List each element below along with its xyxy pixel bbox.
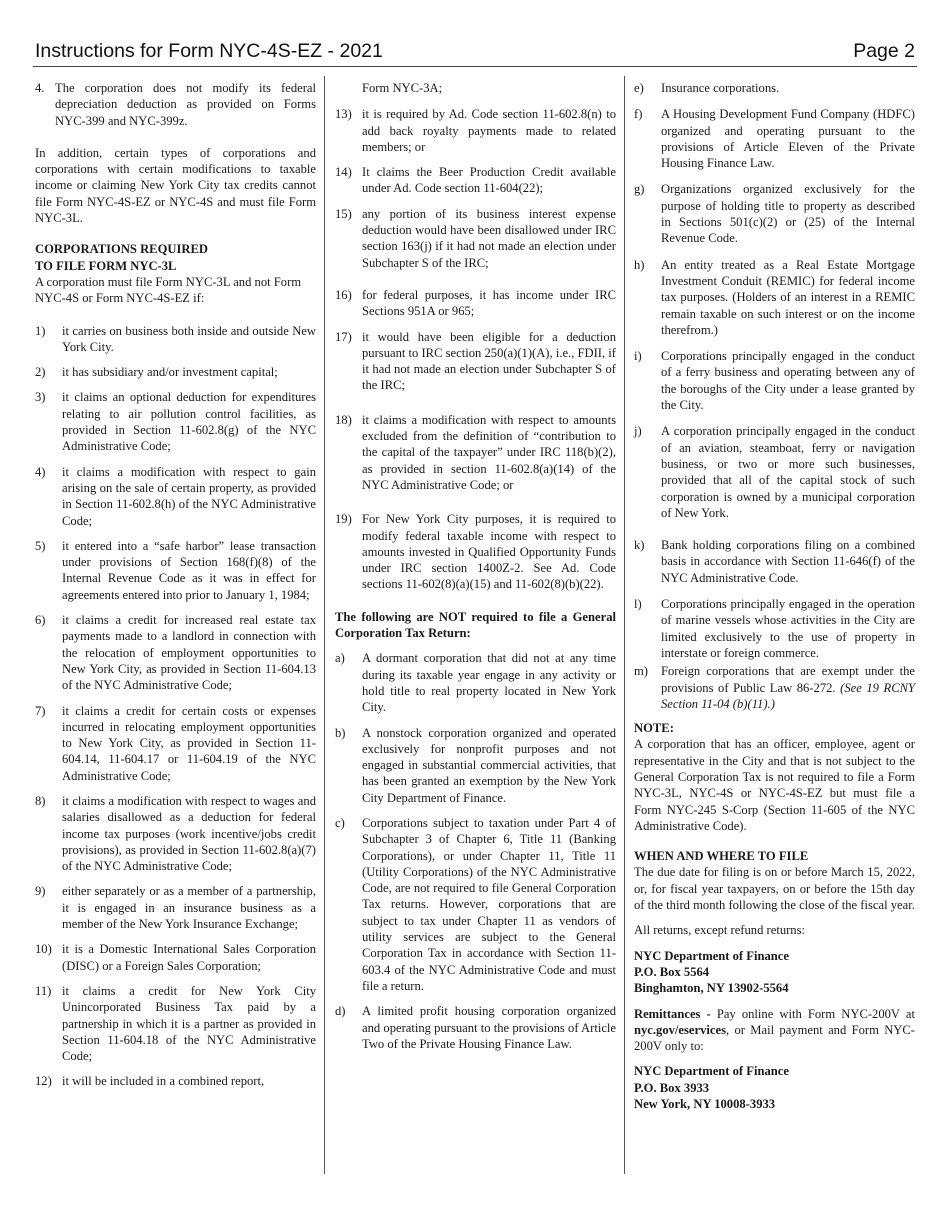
list-item: 3) it claims an optional deduction for expenditures relating to air pollution control facilities, as provided in Section 11-602.8(g) of the NYC Administrative Code; xyxy=(35,390,316,454)
list-item: 14) It claims the Beer Production Credit available under Ad. Code section 11-604(22); xyxy=(335,165,616,196)
eservices-link[interactable]: nyc.gov/eservices xyxy=(634,1022,726,1037)
list-item: 1) it carries on business both inside and outside New York City. xyxy=(35,323,316,354)
list-item: 17) it would have been eligible for a deduction pursuant to IRC section 250(a)(1)(A), i.e., FDII, if it had not made an election under Subchapter S of the IRC; xyxy=(335,329,616,393)
page-number: Page 2 xyxy=(853,40,915,62)
column-divider-2 xyxy=(624,76,625,1174)
all-returns-text: All returns, except refund returns: xyxy=(634,923,806,938)
list-item: g) Organizations organized exclusively for the purpose of holding title to property as described in Sections 501(c)(2) or (25) of the Internal Revenue Code. xyxy=(634,182,915,246)
list-item: m) Foreign corporations that are exempt under the provisions of Public Law 86-272. (See 19 RCNY Section 11-04 (b)(11).) xyxy=(634,664,916,711)
list-item: c) Corporations subject to taxation under Part 4 of Subchapter 3 of Chapter 6, Title 11 (Banking Corporations), or under Chapter 11, Title 11 (Utility Corporations) of the NYC Administrative Code, are not required to file General Corporation Tax returns. However, corporations that are subject to tax under Chapter 11 as vendors of utility services are subject to the General Corporation Tax in accordance with Section 11-603.4 of the NYC Administrative Code and must file a return. xyxy=(335,815,616,993)
section-heading-nyc3l: CORPORATIONS REQUIRED TO FILE FORM NYC-3L xyxy=(35,242,208,273)
list-item: 18) it claims a modification with respect to amounts excluded from the definition of “contribution to the capital of the taxpayer” under IRC 118(b)(2), as provided in section 11-602.8(a)(14) of the NYC Administrative Code; or xyxy=(335,412,616,492)
list-item: 6) it claims a credit for increased real estate tax payments made to a landlord in connection with the relocation of employment opportunities to New York City, as provided in Section 11-604.13 of the NYC Administrative Code; xyxy=(35,613,316,693)
column-2 xyxy=(335,80,616,1052)
remittances-paragraph: Remittances - Pay online with Form NYC-200V at nyc.gov/eservices, or Mail payment and Form NYC-200V only to: xyxy=(634,1006,915,1054)
list-item: 13) it is required by Ad. Code section 11-602.8(n) to add back royalty payments made to related members; or xyxy=(335,107,616,154)
list-item: k) Bank holding corporations filing on a combined basis in accordance with Section 11-646(f) of the NYC Administrative Code. xyxy=(634,538,915,585)
when-where-heading: WHEN AND WHERE TO FILE xyxy=(634,849,809,864)
list-item: 4) it claims a modification with respect to gain arising on the sale of certain property, as provided in Section 11-602.8(h) of the NYC Administrative Code; xyxy=(35,464,316,528)
list-item: 12) it will be included in a combined report, xyxy=(35,1074,265,1089)
list-item: 10) it is a Domestic International Sales Corporation (DISC) or a Foreign Sales Corporation; xyxy=(35,942,316,973)
list-item: 11) it claims a credit for New York City Unincorporated Business Tax paid by a partnership in which it is a partner as provided in Section 11-604.18 of the NYC Administrative Code; xyxy=(35,983,316,1064)
list-item: e) Insurance corporations. xyxy=(634,81,780,95)
list-item: 7) it claims a credit for certain costs or expenses incurred in relocating employment opportunities to New York City, as provided in Section 11-604.14, 11-604.17 or 11-604.19 of the NYC Administrative Code; xyxy=(35,703,316,783)
list-item: 8) it claims a modification with respect to wages and salaries disallowed as a deduction for federal income tax purposes (work incentive/jobs credit provisions), as provided in Section 11-602.8(a)(7) of the NYC Administrative Code; xyxy=(35,793,316,874)
intro-paragraph: A corporation must file Form NYC-3L and not Form NYC-4S or Form NYC-4S-EZ if: xyxy=(35,274,302,306)
list-item: l) Corporations principally engaged in the operation of marine vessels whose activities in the City are limited exclusively to the use of property in interstate or foreign commerce. xyxy=(634,597,915,660)
list-item: a) A dormant corporation that did not at any time during its taxable year engage in any activity or hold title to real property located in New York City. xyxy=(335,651,616,715)
list-item: 2) it has subsidiary and/or investment capital; xyxy=(35,365,278,380)
list-item: 9) either separately or as a member of a partnership, it is engaged in an insurance business as a member of the New York Insurance Exchange; xyxy=(35,884,316,932)
address-block-returns: NYC Department of Finance P.O. Box 5564 Binghamton, NY 13902-5564 xyxy=(634,948,789,996)
list-item: b) A nonstock corporation organized and operated exclusively for nonprofit purposes and not engaged in substantial commercial activities, that has been granted an exemption by the New York City Department of Finance. xyxy=(335,725,616,805)
document-title: Instructions for Form NYC-4S-EZ - 2021 xyxy=(35,40,383,62)
address-block-remittances: NYC Department of Finance P.O. Box 3933 New York, NY 10008-3933 xyxy=(634,1064,789,1112)
list-item: 5) it entered into a “safe harbor” lease transaction under provisions of Section 168(f)(8) of the Internal Revenue Code as it was in effect for agreements entered into prior to January 1, 1984; xyxy=(35,538,316,602)
list-item: i) Corporations principally engaged in the conduct of a ferry business and operating between any of the boroughs of the City under a lease granted by the City. xyxy=(634,349,915,413)
note-text: A corporation that has an officer, employee, agent or representative in the City and that is not subject to the General Corporation Tax is not required to file a Form NYC-3L, NYC-4S or NYC-4S-EZ but must file a Form NYC-245 S-Corp (Section 11-605 of the NYC Administrative Code). xyxy=(634,737,915,833)
list-item: 19) For New York City purposes, it is required to modify federal taxable income with respect to amounts invested in Qualified Opportunity Funds under IRC section 1400Z-2. See Ad. Code sections 11-602(8)(a)(15) and 11-602(8)(b)(22). xyxy=(335,512,616,592)
header-rule xyxy=(33,66,917,67)
list-item: 15) any portion of its business interest expense deduction would have been disallowed under IRC section 163(j) if it had not made an election under Subchapter S of the IRC; xyxy=(335,206,616,270)
column-1 xyxy=(35,80,316,1090)
when-where-text: The due date for filing is on or before March 15, 2022, or, for fiscal year taxpayers, on or before the 15th day of the third month following the close of the fiscal year. xyxy=(634,865,915,913)
continued-text: Form NYC-3A; xyxy=(362,81,443,95)
list-item: j) A corporation principally engaged in the conduct of an aviation, steamboat, ferry or navigation business, or two or more such businesses, provided that all of the capital stock of such corporation is owned by a municipal corporation of New York. xyxy=(634,424,915,520)
list-item: 16) for federal purposes, it has income under IRC Sections 951A or 965; xyxy=(335,287,616,319)
column-divider-1 xyxy=(324,76,325,1174)
page-header xyxy=(33,38,917,68)
list-item: d) A limited profit housing corporation organized and operating pursuant to the provisions of Article Two of the Private Housing Finance Law. xyxy=(335,1004,616,1051)
addition-paragraph: In addition, certain types of corporations and corporations with certain modifications to taxable income or claiming New York City tax credits cannot file Form NYC-4S-EZ or NYC-4S and must file Form NYC-3L. xyxy=(35,145,316,226)
list-item: f) A Housing Development Fund Company (HDFC) organized and operating pursuant to the provisions of Article Eleven of the Private Housing Finance Law. xyxy=(634,107,915,171)
list-item: 4. The corporation does not modify its federal depreciation deduction as provided on Forms NYC-399 and NYC-399z. xyxy=(35,81,316,128)
column-3 xyxy=(634,80,915,1112)
list-item: h) An entity treated as a Real Estate Mortgage Investment Conduit (REMIC) for federal income tax purposes. (Holders of an interest in a REMIC remain taxable on such interest or on the income therefrom.) xyxy=(634,257,915,337)
note-heading: NOTE: xyxy=(634,721,674,736)
not-required-heading: The following are NOT required to file a General Corporation Tax Return: xyxy=(335,609,616,641)
